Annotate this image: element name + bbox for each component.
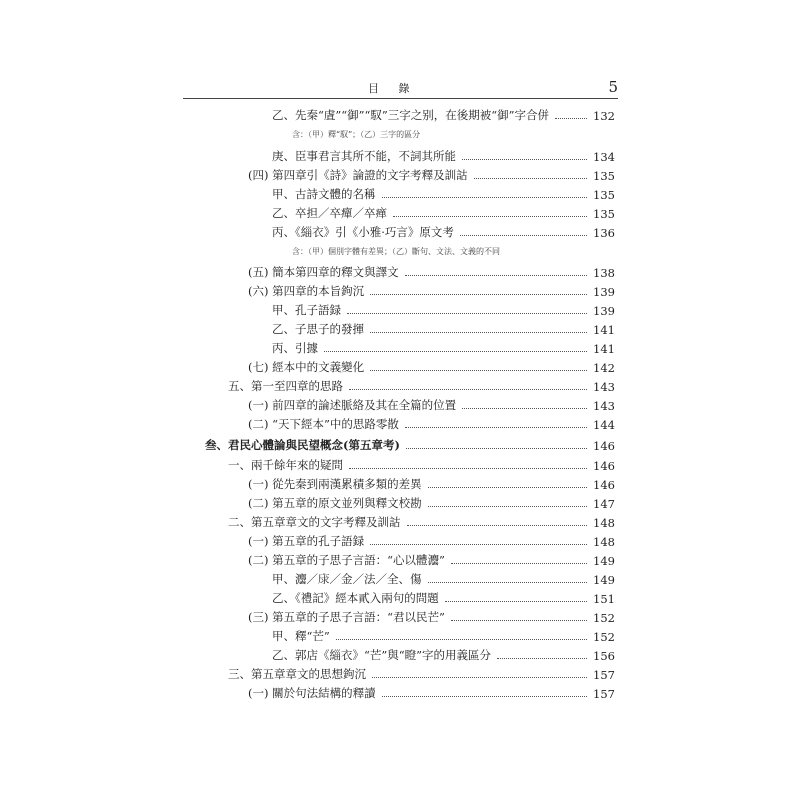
- toc-entry[interactable]: [248, 550, 615, 568]
- dot-leader: [382, 196, 588, 198]
- toc-entry[interactable]: [272, 146, 615, 164]
- dot-leader: [349, 467, 587, 469]
- toc-entry-page: 148: [593, 535, 615, 549]
- page-number: 5: [608, 78, 618, 96]
- toc-entry-page: 149: [593, 573, 615, 587]
- toc-entry-title: 丙、引據: [272, 341, 318, 355]
- header-title: 目 錄: [368, 82, 418, 95]
- dot-leader: [347, 312, 587, 314]
- toc-entry-page: 139: [593, 285, 615, 299]
- toc-entry[interactable]: [272, 319, 615, 337]
- toc-entry-page: 136: [593, 226, 615, 240]
- dot-leader: [336, 638, 587, 640]
- toc-entry-page: 135: [593, 169, 615, 183]
- toc-entry[interactable]: [248, 493, 615, 511]
- toc-entry-title: 甲、古詩文體的名稱: [272, 187, 376, 201]
- dot-leader: [462, 158, 587, 160]
- dot-leader: [405, 274, 587, 276]
- toc-entry-page: 152: [593, 611, 615, 625]
- toc-entry-title: 叁、君民心體論與民望概念(第五章考): [205, 438, 400, 452]
- toc-entry-title: 乙、《禮記》經本貳入兩句的問題: [272, 591, 439, 605]
- dot-leader: [497, 657, 587, 659]
- dot-leader: [370, 293, 587, 295]
- toc-entry-title: 乙、子思子的發揮: [272, 322, 364, 336]
- dot-leader: [393, 215, 587, 217]
- toc-entry-title: 三、第五章章文的思想鉤沉: [228, 667, 366, 681]
- toc-entry-page: 156: [593, 649, 615, 663]
- toc-entry-page: 135: [593, 188, 615, 202]
- toc-entry[interactable]: [272, 300, 615, 318]
- toc-entry-page: 149: [593, 554, 615, 568]
- toc-entry-title: (四) 第四章引《詩》論證的文字考釋及訓詁: [248, 168, 468, 182]
- dot-leader: [451, 562, 587, 564]
- dot-leader: [445, 600, 587, 602]
- toc-entry-title: 二、第五章章文的文字考釋及訓詁: [228, 515, 401, 529]
- toc-entry-page: 151: [593, 592, 615, 606]
- toc-entry[interactable]: [272, 338, 615, 356]
- toc-entry-page: 146: [593, 459, 615, 473]
- toc-entry-page: 134: [593, 150, 615, 164]
- toc-entry[interactable]: [228, 455, 615, 473]
- toc-entry-page: 157: [593, 668, 615, 682]
- toc-entry-title: (三) 第五章的子思子言語：“君以民芒”: [248, 610, 445, 624]
- toc-entry[interactable]: [228, 512, 615, 530]
- dot-leader: [406, 447, 587, 449]
- toc-entry[interactable]: [272, 626, 615, 644]
- toc-entry-page: 143: [593, 399, 615, 413]
- toc-entry[interactable]: [248, 395, 615, 413]
- toc-note: 含：（甲）釋“馭”；（乙）三字的區分: [292, 130, 421, 139]
- toc-entry-page: 148: [593, 516, 615, 530]
- toc-entry-title: 甲、灋／𢈝／金／法／全、傷: [272, 572, 422, 586]
- toc-entry-title: (六) 第四章的本旨鉤沉: [248, 284, 365, 298]
- toc-entry[interactable]: [228, 376, 615, 394]
- dot-leader: [405, 426, 587, 428]
- toc-entry-page: 142: [593, 361, 615, 375]
- toc-entry[interactable]: [248, 607, 615, 625]
- header-rule: [183, 98, 618, 99]
- toc-entry-title: (一) 第五章的孔子語録: [248, 534, 365, 548]
- toc-entry-title: 庚、臣事君言其所不能，不詞其所能: [272, 149, 456, 163]
- toc-entry[interactable]: [248, 414, 615, 432]
- toc-entry-page: 132: [593, 109, 615, 123]
- dot-leader: [324, 350, 587, 352]
- toc-entry-title: (五) 簡本第四章的釋文與譯文: [248, 265, 399, 279]
- toc-entry-page: 146: [593, 439, 615, 453]
- toc-entry[interactable]: [272, 645, 615, 663]
- toc-note: 含：（甲）個別字體有差異；（乙）斷句、文法、文義的不同: [292, 247, 500, 256]
- toc-entry-page: 147: [593, 497, 615, 511]
- dot-leader: [462, 407, 587, 409]
- toc-entry-title: (一) 前四章的論述脈絡及其在全篇的位置: [248, 398, 457, 412]
- toc-entry-title: (二) 第五章的原文並列與釋文校勘: [248, 496, 422, 510]
- toc-entry[interactable]: [248, 281, 615, 299]
- toc-entry-title: 丙、《緇衣》引《小雅·巧言》原文考: [272, 225, 454, 239]
- dot-leader: [370, 331, 587, 333]
- toc-entry-title: 一、兩千餘年來的疑問: [228, 458, 343, 472]
- toc-entry-page: 143: [593, 380, 615, 394]
- toc-entry[interactable]: [272, 222, 615, 240]
- toc-entry-title: 乙、卒担／卒癉／卒瘅: [272, 206, 387, 220]
- toc-entry[interactable]: [228, 664, 615, 682]
- toc-entry-title: (一) 從先秦到兩漢累積多類的差異: [248, 477, 422, 491]
- running-header: [183, 78, 618, 98]
- dot-leader: [555, 117, 587, 119]
- toc-entry-title: (七) 經本中的文義變化: [248, 360, 365, 374]
- toc-entry-page: 138: [593, 266, 615, 280]
- toc-entry[interactable]: [248, 357, 615, 375]
- dot-leader: [370, 543, 587, 545]
- toc-entry[interactable]: [272, 203, 615, 221]
- toc-entry-page: 135: [593, 207, 615, 221]
- dot-leader: [407, 524, 588, 526]
- toc-entry-title: 甲、孔子語録: [272, 303, 341, 317]
- dot-leader: [349, 388, 587, 390]
- toc-entry[interactable]: [272, 184, 615, 202]
- dot-leader: [372, 676, 587, 678]
- toc-entry[interactable]: [248, 474, 615, 492]
- toc-entry-title: 甲、釋“芒”: [272, 629, 330, 643]
- dot-leader: [428, 486, 587, 488]
- toc-entry[interactable]: [272, 105, 615, 123]
- toc-entry-title: (二) 第五章的子思子言語：“心以體灋”: [248, 553, 445, 567]
- toc-entry[interactable]: [272, 588, 615, 606]
- toc-entry-title: (二) “天下經本”中的思路零散: [248, 417, 399, 431]
- toc-entry[interactable]: [248, 262, 615, 280]
- toc-entry-page: 144: [593, 418, 615, 432]
- toc-entry[interactable]: [248, 683, 615, 701]
- dot-leader: [451, 619, 587, 621]
- dot-leader: [428, 505, 587, 507]
- toc-entry-page: 141: [593, 342, 615, 356]
- dot-leader: [370, 369, 587, 371]
- dot-leader: [382, 695, 587, 697]
- dot-leader: [474, 177, 587, 179]
- toc-entry-title: 五、第一至四章的思路: [228, 379, 343, 393]
- dot-leader: [460, 234, 587, 236]
- toc-entry-page: 141: [593, 323, 615, 337]
- toc-entry-title: 乙、郭店《緇衣》“芒”與“瞪”字的用義區分: [272, 648, 492, 662]
- toc-entry[interactable]: [248, 165, 615, 183]
- toc-entry-page: 146: [593, 478, 615, 492]
- toc-entry[interactable]: [248, 531, 615, 549]
- toc-entry[interactable]: [272, 569, 615, 587]
- toc-entry-page: 157: [593, 687, 615, 701]
- toc-entry-page: 139: [593, 304, 615, 318]
- toc-entry-page: 152: [593, 630, 615, 644]
- toc-entry-title: (一) 關於句法結構的釋讀: [248, 686, 376, 700]
- toc-chapter-entry[interactable]: [205, 435, 615, 453]
- toc-entry-title: 乙、先秦“虘”“御”“馭”三字之别，在後期被“御”字合併: [272, 108, 550, 122]
- dot-leader: [428, 581, 588, 583]
